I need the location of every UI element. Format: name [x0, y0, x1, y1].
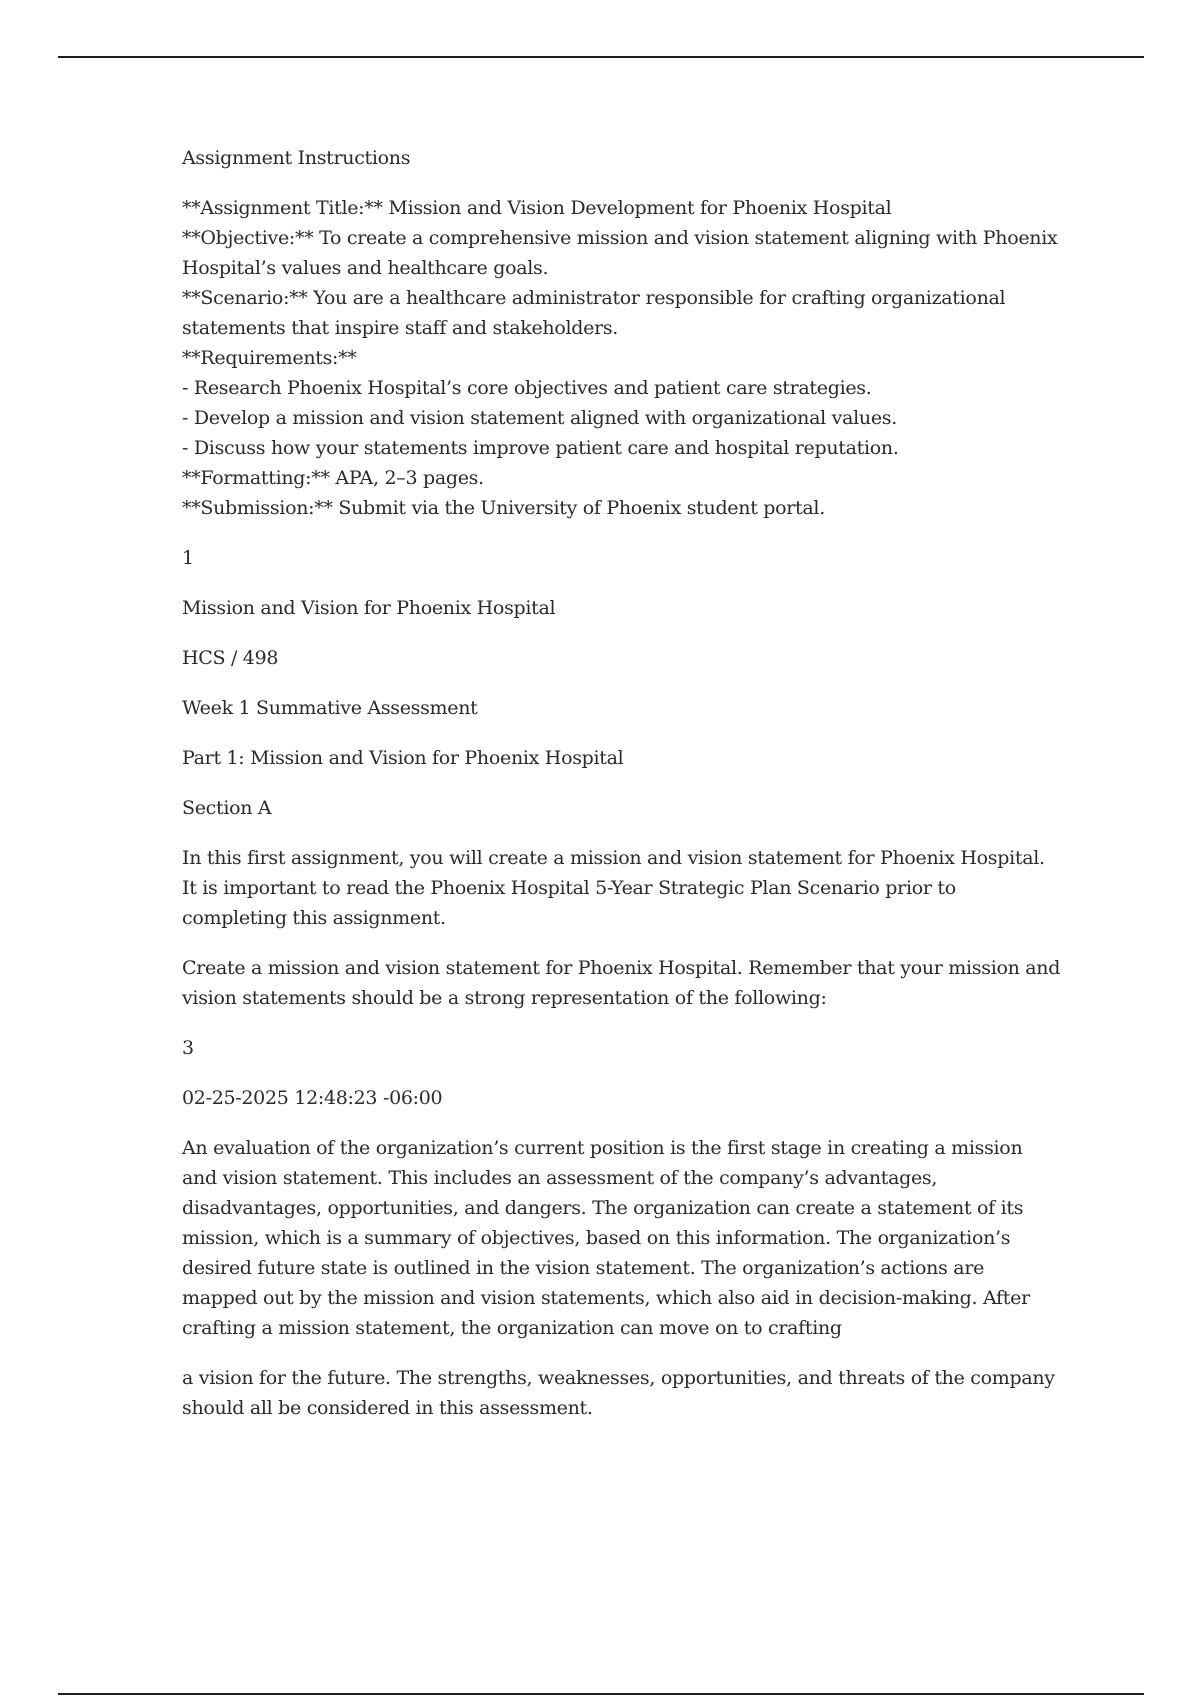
requirement-item: - Discuss how your statements improve patient care and hospital reputation. [182, 437, 899, 459]
document-title: Mission and Vision for Phoenix Hospital [182, 597, 556, 619]
document-body [182, 143, 1062, 1443]
page-top-rule [58, 56, 1144, 58]
submission-line: **Submission:** Submit via the University of Phoenix student portal. [182, 497, 825, 519]
section-label: Section A [182, 797, 272, 819]
page-number: 3 [182, 1037, 194, 1059]
scenario-line: **Scenario:** You are a healthcare administrator responsible for crafting organizational statements that inspire staff and stakeholders. [182, 287, 1012, 339]
evaluation-paragraph: An evaluation of the organization’s current position is the first stage in creating a mission and vision statement. This includes an assessment of the company’s advantages, disadvantages, opportunities, and dangers. The organization can create a statement of its mission, which is a summary of objectives, based on this information. The organization’s desired future state is outlined in the vision statement. The organization’s actions are mapped out by the mission and vision statements, which also aid in decision-making. After crafting a mission statement, the organization can move on to crafting [182, 1137, 1030, 1339]
intro-paragraph: In this first assignment, you will create a mission and vision statement for Phoenix Hospital. It is important to read the Phoenix Hospital 5-Year Strategic Plan Scenario prior to completing this assignment. [182, 847, 1045, 929]
closing-paragraph: a vision for the future. The strengths, weaknesses, opportunities, and threats of the company should all be considered in this assessment. [182, 1367, 1055, 1419]
formatting-line: **Formatting:** APA, 2–3 pages. [182, 467, 484, 489]
requirements-label: **Requirements:** [182, 347, 357, 369]
part-title: Part 1: Mission and Vision for Phoenix Hospital [182, 747, 624, 769]
page-number: 1 [182, 547, 194, 569]
requirement-item: - Research Phoenix Hospital’s core objectives and patient care strategies. [182, 377, 872, 399]
page-bottom-rule [58, 1693, 1144, 1695]
assignment-title-line: **Assignment Title:** Mission and Vision Development for Phoenix Hospital [182, 197, 892, 219]
requirement-item: - Develop a mission and vision statement aligned with organizational values. [182, 407, 897, 429]
objective-line: **Objective:** To create a comprehensive mission and vision statement aligning with Phoenix Hospital’s values and healthcare goals. [182, 227, 1064, 279]
instructions-heading: Assignment Instructions [182, 147, 411, 169]
instructions-block [182, 193, 1062, 523]
assessment-title: Week 1 Summative Assessment [182, 697, 478, 719]
course-code: HCS / 498 [182, 647, 279, 669]
timestamp: 02-25-2025 12:48:23 -06:00 [182, 1087, 443, 1109]
create-paragraph: Create a mission and vision statement for Phoenix Hospital. Remember that your mission and vision statements should be a strong representation of the following: [182, 957, 1061, 1009]
